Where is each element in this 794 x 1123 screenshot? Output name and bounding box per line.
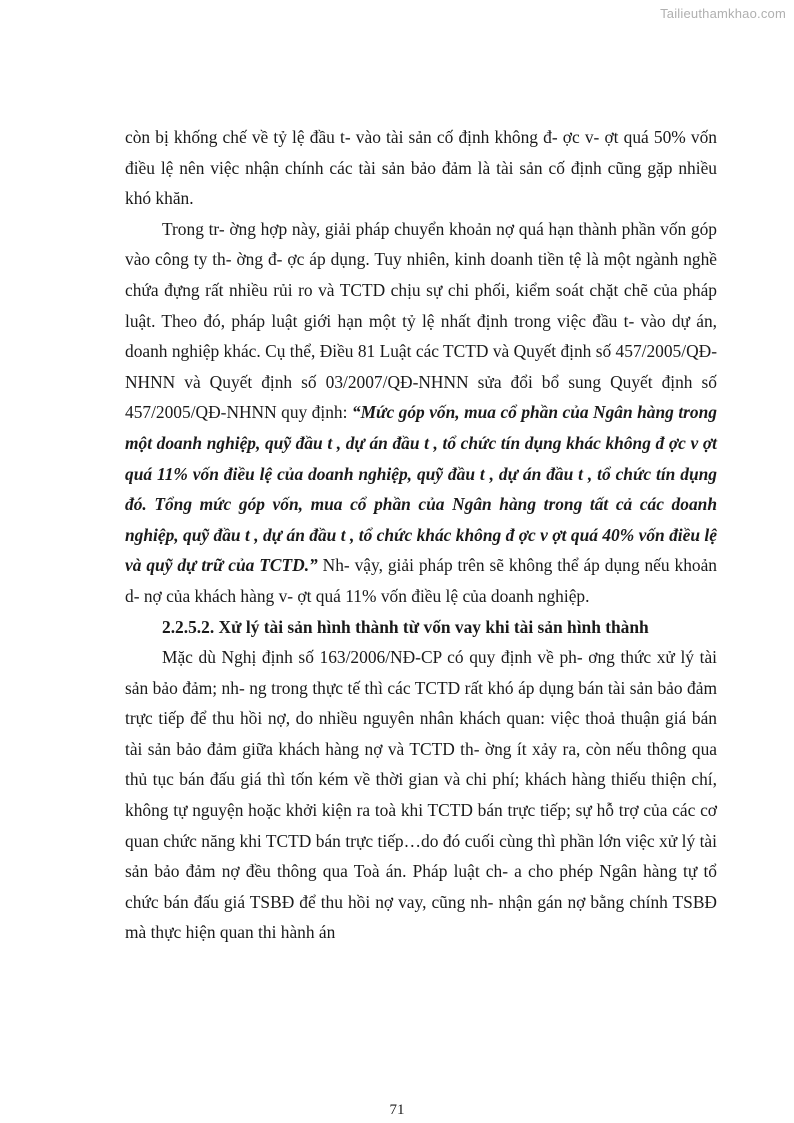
paragraph-continuation: còn bị khống chế về tỷ lệ đầu t- vào tài sản cố định không đ- ợc v- ợt quá 50% vốn điều lệ nên việc nhận chính các tài sản bảo đảm là tài sản cố định cũng gặp nhiều khó khăn. (125, 127, 717, 209)
page-number: 71 (389, 1102, 405, 1118)
paragraph-collateral-handling: Mặc dù Nghị định số 163/2006/NĐ-CP có quy định về ph- ơng thức xử lý tài sản bảo đảm; nh- ng trong thực tế thì các TCTD rất khó áp dụng bán tài sản bảo đảm trực tiếp để thu hồi nợ, do nhiều nguyên nhân khách quan: việc thoả thuận giá bán tài sản bảo đảm giữa khách hàng nợ và TCTD th- ờng ít xảy ra, còn nếu thông qua thủ tục bán đấu giá thì tốn kém về thời gian và chi phí; khách hàng thiếu thiện chí, không tự nguyện hoặc khởi kiện ra toà khi TCTD bán trực tiếp; sự hỗ trợ của các cơ quan chức năng khi TCTD bán trực tiếp…do đó cuối cùng thì phần lớn việc xử lý tài sản bảo đảm nợ đều thông qua Toà án. Pháp luật ch- a cho phép Ngân hàng tự tổ chức bán đấu giá TSBĐ để thu hồi nợ vay, cũng nh- nhận gán nợ bằng chính TSBĐ mà thực hiện quan thi hành án (125, 647, 717, 943)
document-body (125, 122, 717, 948)
paragraph-text: Trong tr- ờng hợp này, giải pháp chuyển khoản nợ quá hạn thành phần vốn góp vào công ty th- ờng đ- ợc áp dụng. Tuy nhiên, kinh doanh tiền tệ là một ngành nghề chứa đựng rất nhiều rủi ro và TCTD chịu sự chi phối, kiểm soát chặt chẽ của pháp luật. Theo đó, pháp luật giới hạn một tỷ lệ nhất định trong việc đầu t- vào dự án, doanh nghiệp khác. Cụ thể, Điều 81 Luật các TCTD và Quyết định số 457/2005/QĐ-NHNN và Quyết định số 03/2007/QĐ-NHNN sửa đổi bổ sung Quyết định số 457/2005/QĐ-NHNN quy định: (125, 218, 717, 423)
section-heading: 2.2.5.2. Xử lý tài sản hình thành từ vốn vay khi tài sản hình thành (162, 616, 649, 637)
regulation-quote: “Mức góp vốn, mua cổ phần của Ngân hàng trong một doanh nghiệp, quỹ đầu t , dự án đầu t , tổ chức tín dụng khác không đ ợc v ợt quá 11% vốn điều lệ của doanh nghiệp, quỹ đầu t , dự án đầu t , tổ chức tín dụng đó. Tổng mức góp vốn, mua cổ phần của Ngân hàng trong tất cả các doanh nghiệp, quỹ đầu t , dự án đầu t , tổ chức khác không đ ợc v ợt quá 40% vốn điều lệ và quỹ dự trữ của TCTD.” (125, 402, 717, 576)
paragraph-text: Nh- vậy, giải pháp trên sẽ không thể áp dụng nếu khoản d- nợ của khách hàng v- ợt quá 11% vốn điều lệ của doanh nghiệp. (125, 555, 717, 606)
paragraph-equity-conversion (125, 214, 717, 612)
watermark: Tailieuthamkhao.com (660, 6, 786, 21)
